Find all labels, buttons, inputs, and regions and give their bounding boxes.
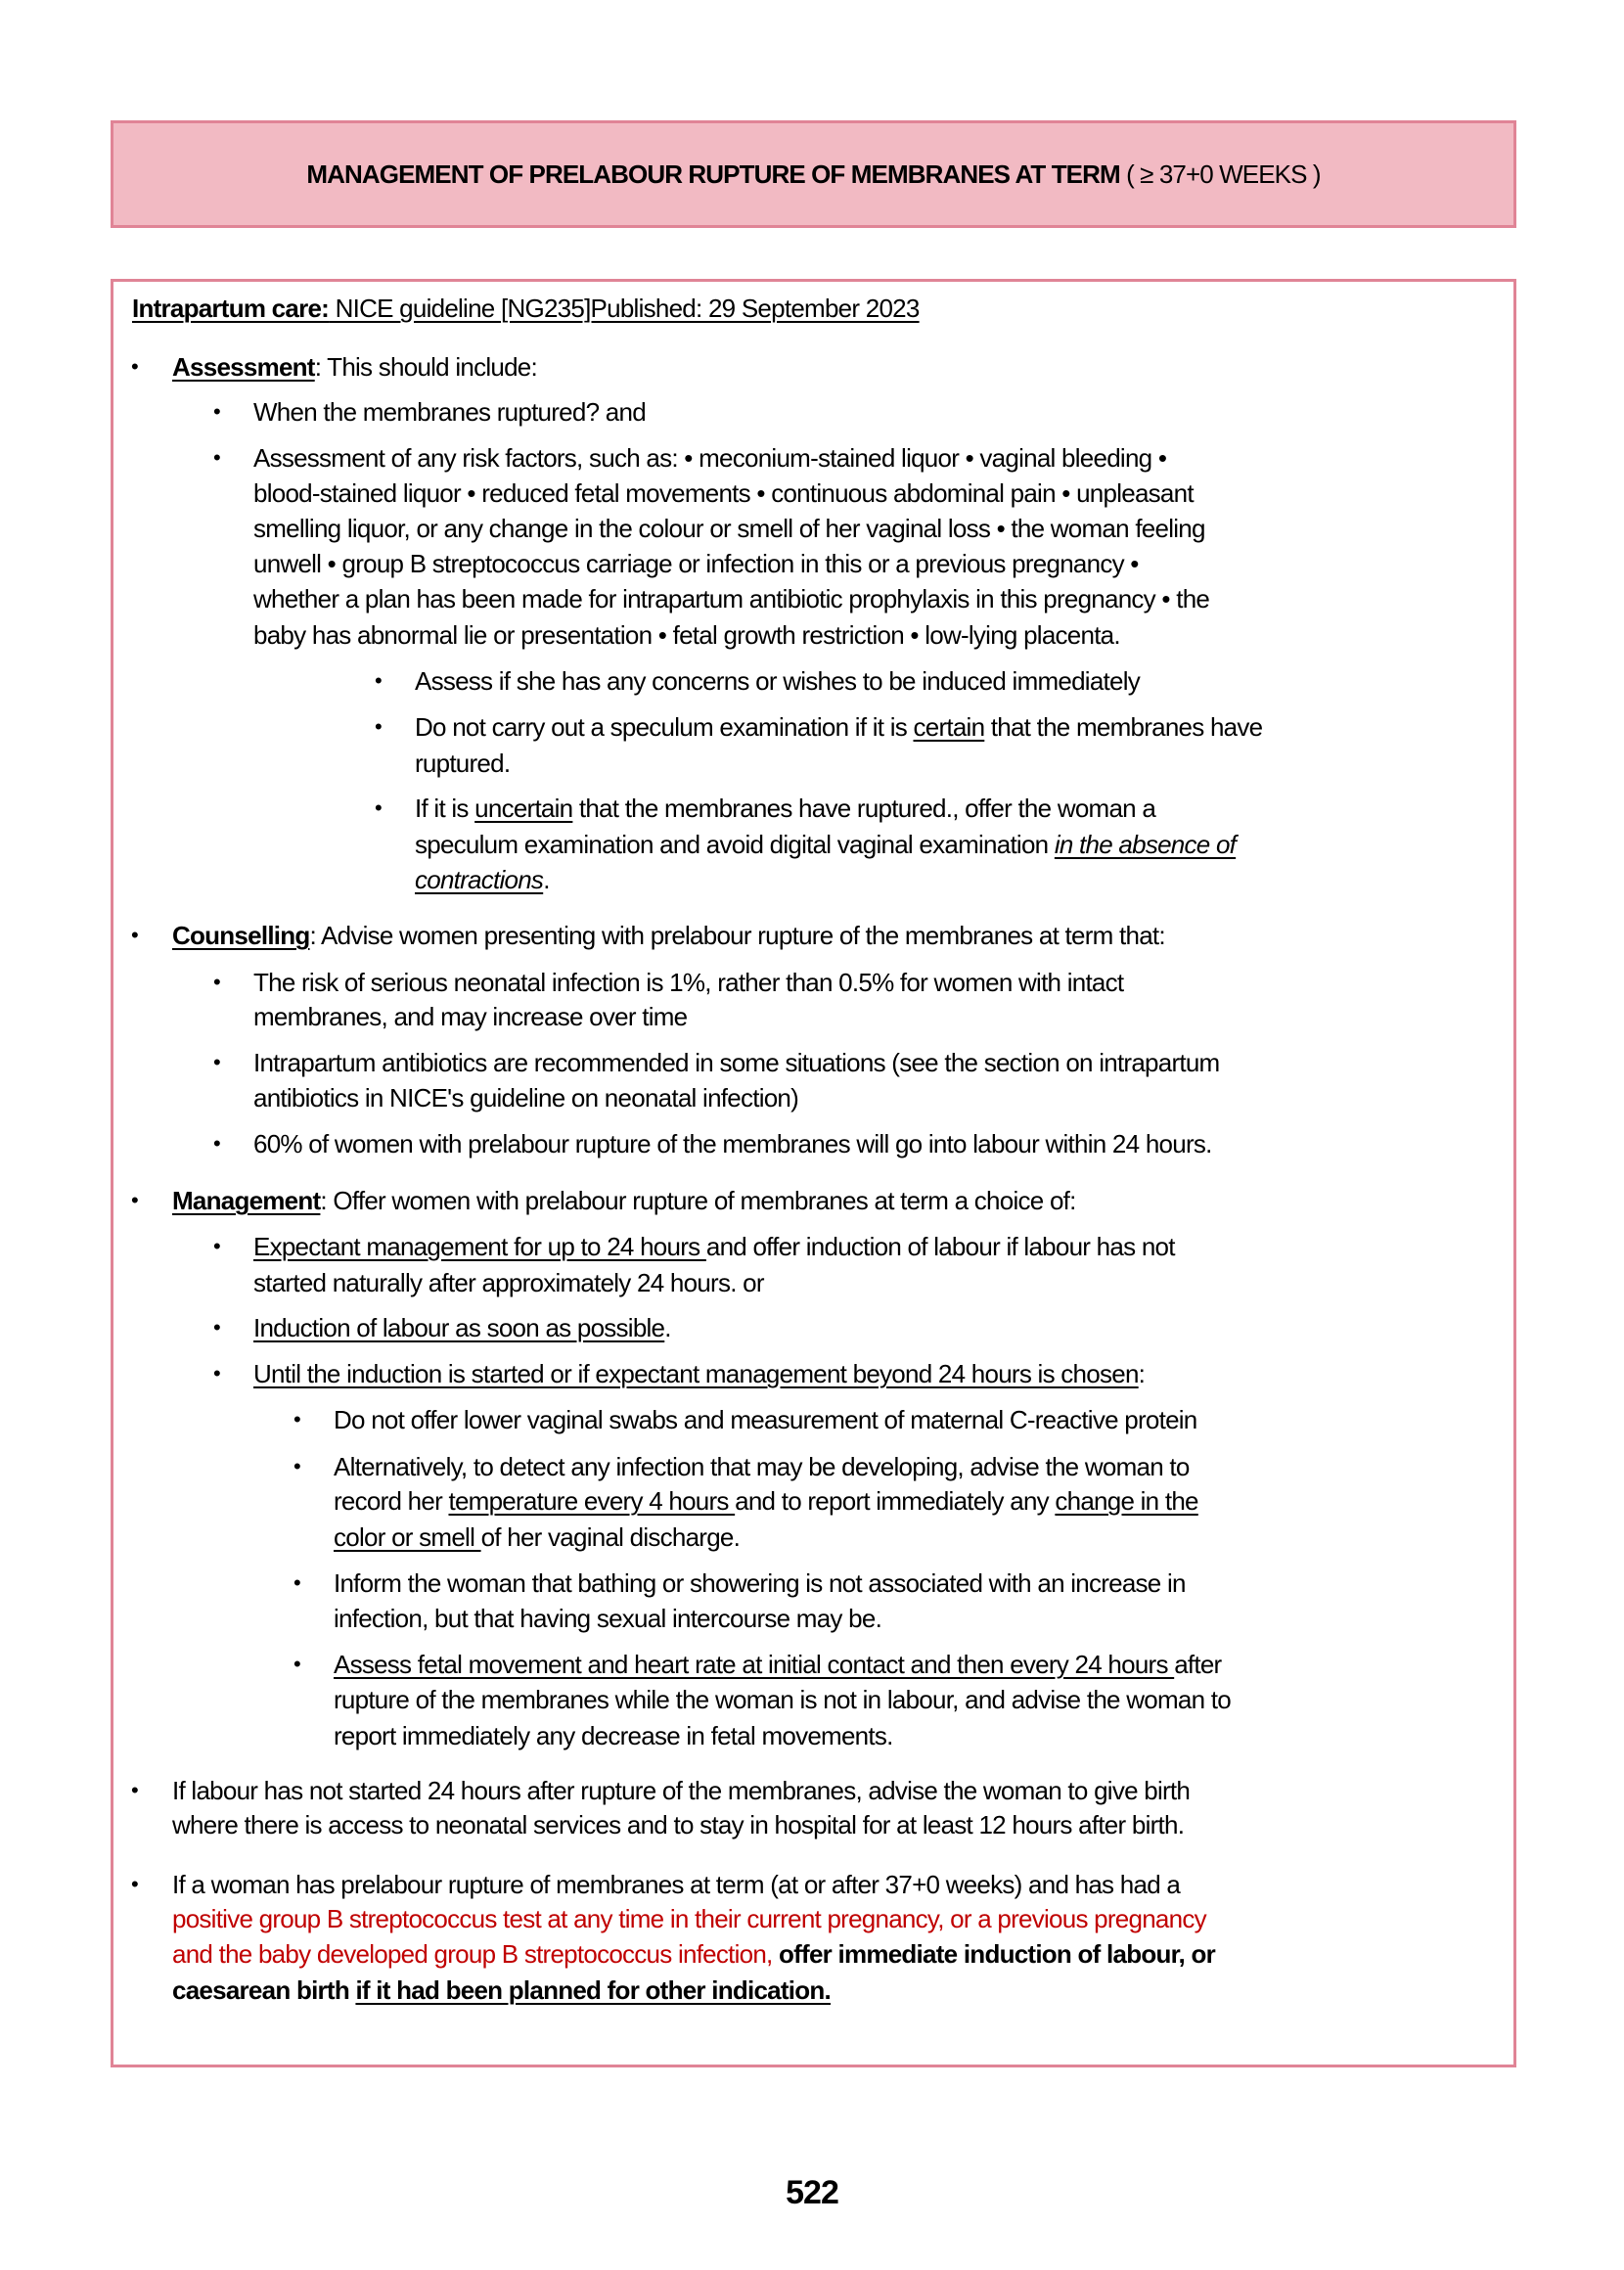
- list-item: The risk of serious neonatal infection is 1%, rather than 0.5% for women with intact: [253, 968, 1124, 997]
- gbs-warning-text: and the baby developed group B streptococcus infection,: [172, 1939, 773, 1969]
- list-item: Intrapartum antibiotics are recommended in some situations (see the section on intrapartum: [253, 1048, 1220, 1077]
- guideline-source: NICE guideline [NG235]Published: 29 September 2023: [329, 294, 920, 323]
- text: .: [664, 1313, 671, 1342]
- list-item-cont: smelling liquor, or any change in the colour or smell of her vaginal loss • the woman feeling: [253, 514, 1205, 543]
- text: Do not carry out a speculum examination if it is: [415, 712, 914, 742]
- bullet-icon: •: [375, 714, 383, 739]
- title-main: MANAGEMENT OF PRELABOUR RUPTURE OF MEMBRANES AT TERM: [306, 159, 1120, 189]
- emphasis-fetal: Assess fetal movement and heart rate at initial contact and then every 24 hours: [334, 1650, 1175, 1679]
- text: of her vaginal discharge.: [480, 1522, 741, 1552]
- page-number: 522: [786, 2174, 838, 2211]
- bullet-icon: •: [213, 1131, 221, 1156]
- list-item-cont: rupture of the membranes while the woman is not in labour, and advise the woman to: [334, 1685, 1231, 1714]
- list-item: [253, 1357, 1145, 1390]
- list-item: If a woman has prelabour rupture of membranes at term (at or after 37+0 weeks) and has had a: [172, 1870, 1181, 1899]
- list-item-cont: antibiotics in NICE's guideline on neonatal infection): [253, 1083, 799, 1112]
- bullet-icon: •: [213, 1361, 221, 1385]
- text: :: [1138, 1359, 1146, 1388]
- list-item-cont: [334, 1484, 1198, 1518]
- text: after: [1174, 1650, 1222, 1679]
- list-item-cont: [172, 1937, 1215, 1971]
- bullet-icon: •: [375, 668, 383, 693]
- bullet-icon: •: [213, 399, 221, 424]
- bullet-icon: •: [293, 1407, 301, 1431]
- counselling-heading: [172, 919, 1165, 952]
- management-intro: : Offer women with prelabour rupture of membranes at term a choice of:: [320, 1186, 1076, 1215]
- list-item-cont: [334, 1521, 740, 1554]
- text: and to report immediately any: [735, 1486, 1056, 1516]
- list-item: When the membranes ruptured? and: [253, 397, 646, 427]
- bullet-icon: •: [131, 923, 139, 947]
- list-item-cont: blood-stained liquor • reduced fetal movements • continuous abdominal pain • unpleasant: [253, 478, 1194, 508]
- list-item-cont: membranes, and may increase over time: [253, 1002, 688, 1031]
- emphasis-certain: certain: [913, 712, 985, 742]
- emphasis-uncertain: uncertain: [474, 794, 573, 823]
- emphasis-contractions: contractions: [415, 865, 544, 894]
- list-item: [253, 1311, 671, 1344]
- bullet-icon: •: [213, 1315, 221, 1339]
- list-item: Inform the woman that bathing or showering is not associated with an increase in: [334, 1568, 1186, 1598]
- title-banner: [111, 120, 1516, 228]
- bullet-icon: •: [213, 970, 221, 994]
- management-heading: [172, 1184, 1076, 1217]
- list-item-cont: whether a plan has been made for intrapartum antibiotic prophylaxis in this pregnancy • the: [253, 584, 1210, 613]
- list-item-cont: started naturally after approximately 24 hours. or: [253, 1268, 764, 1297]
- title-gestation: ( ≥ 37+0 WEEKS ): [1119, 159, 1321, 189]
- bullet-icon: •: [293, 1570, 301, 1595]
- gbs-recommendation: caesarean birth: [172, 1975, 356, 2005]
- bullet-icon: •: [131, 1872, 139, 1896]
- emphasis-until: Until the induction is started or if expectant management beyond 24 hours is chosen: [253, 1359, 1139, 1388]
- bullet-icon: •: [213, 1234, 221, 1258]
- guideline-label: Intrapartum care:: [132, 294, 330, 323]
- emphasis-temperature: temperature every 4 hours: [448, 1486, 736, 1516]
- assessment-heading: [172, 350, 537, 384]
- text: and offer induction of labour if labour has not: [705, 1232, 1175, 1261]
- guideline-reference: [132, 292, 920, 325]
- bullet-icon: •: [375, 795, 383, 820]
- text: that the membranes have ruptured., offer the woman a: [572, 794, 1156, 823]
- text: .: [543, 865, 550, 894]
- list-item-cont: [415, 828, 1236, 861]
- bullet-icon: •: [131, 1778, 139, 1802]
- list-item: If labour has not started 24 hours after rupture of the membranes, advise the woman to give birth: [172, 1776, 1191, 1805]
- list-item-cont: ruptured.: [415, 749, 511, 778]
- gbs-warning-text: positive group B streptococcus test at any time in their current pregnancy, or a previous pregnancy: [172, 1904, 1206, 1933]
- bullet-icon: •: [131, 1188, 139, 1212]
- list-item: 60% of women with prelabour rupture of the membranes will go into labour within 24 hours.: [253, 1129, 1212, 1158]
- emphasis-absence: in the absence of: [1054, 830, 1237, 859]
- page-title: [113, 159, 1513, 190]
- text: record her: [334, 1486, 449, 1516]
- gbs-recommendation: offer immediate induction of labour, or: [772, 1939, 1216, 1969]
- text: that the membranes have: [984, 712, 1263, 742]
- bullet-icon: •: [213, 1050, 221, 1074]
- list-item-cont: report immediately any decrease in fetal movements.: [334, 1721, 893, 1750]
- list-item: Assess if she has any concerns or wishes to be induced immediately: [415, 666, 1140, 696]
- management-label: Management: [172, 1186, 321, 1215]
- list-item: Alternatively, to detect any infection that may be developing, advise the woman to: [334, 1452, 1190, 1481]
- assessment-intro: : This should include:: [314, 352, 537, 382]
- list-item-cont: [172, 1974, 831, 2007]
- list-item: [334, 1648, 1221, 1681]
- list-item: Assessment of any risk factors, such as: • meconium-stained liquor • vaginal bleeding •: [253, 443, 1167, 473]
- emphasis-color-smell: color or smell: [334, 1522, 481, 1552]
- list-item: [415, 792, 1155, 825]
- text: speculum examination and avoid digital vaginal examination: [415, 830, 1055, 859]
- emphasis-induction: Induction of labour as soon as possible: [253, 1313, 665, 1342]
- list-item: Do not offer lower vaginal swabs and measurement of maternal C-reactive protein: [334, 1405, 1197, 1434]
- list-item-cont: baby has abnormal lie or presentation • fetal growth restriction • low-lying placenta.: [253, 620, 1120, 650]
- emphasis-expectant: Expectant management for up to 24 hours: [253, 1232, 706, 1261]
- list-item: [253, 1230, 1175, 1263]
- list-item-cont: infection, but that having sexual intercourse may be.: [334, 1604, 882, 1633]
- emphasis-change: change in the: [1055, 1486, 1198, 1516]
- bullet-icon: •: [293, 1652, 301, 1676]
- bullet-icon: •: [213, 445, 221, 470]
- list-item: [415, 710, 1262, 744]
- list-item-cont: [415, 863, 550, 896]
- bullet-icon: •: [293, 1454, 301, 1478]
- list-item-cont: unwell • group B streptococcus carriage or infection in this or a previous pregnancy •: [253, 549, 1139, 578]
- text: If it is: [415, 794, 475, 823]
- counselling-intro: : Advise women presenting with prelabour rupture of the membranes at term that:: [309, 921, 1165, 950]
- assessment-label: Assessment: [172, 352, 315, 382]
- emphasis-planned: if it had been planned for other indication.: [355, 1975, 832, 2005]
- list-item-cont: where there is access to neonatal services and to stay in hospital for at least 12 hours after birth.: [172, 1810, 1185, 1839]
- counselling-label: Counselling: [172, 921, 310, 950]
- bullet-icon: •: [131, 354, 139, 379]
